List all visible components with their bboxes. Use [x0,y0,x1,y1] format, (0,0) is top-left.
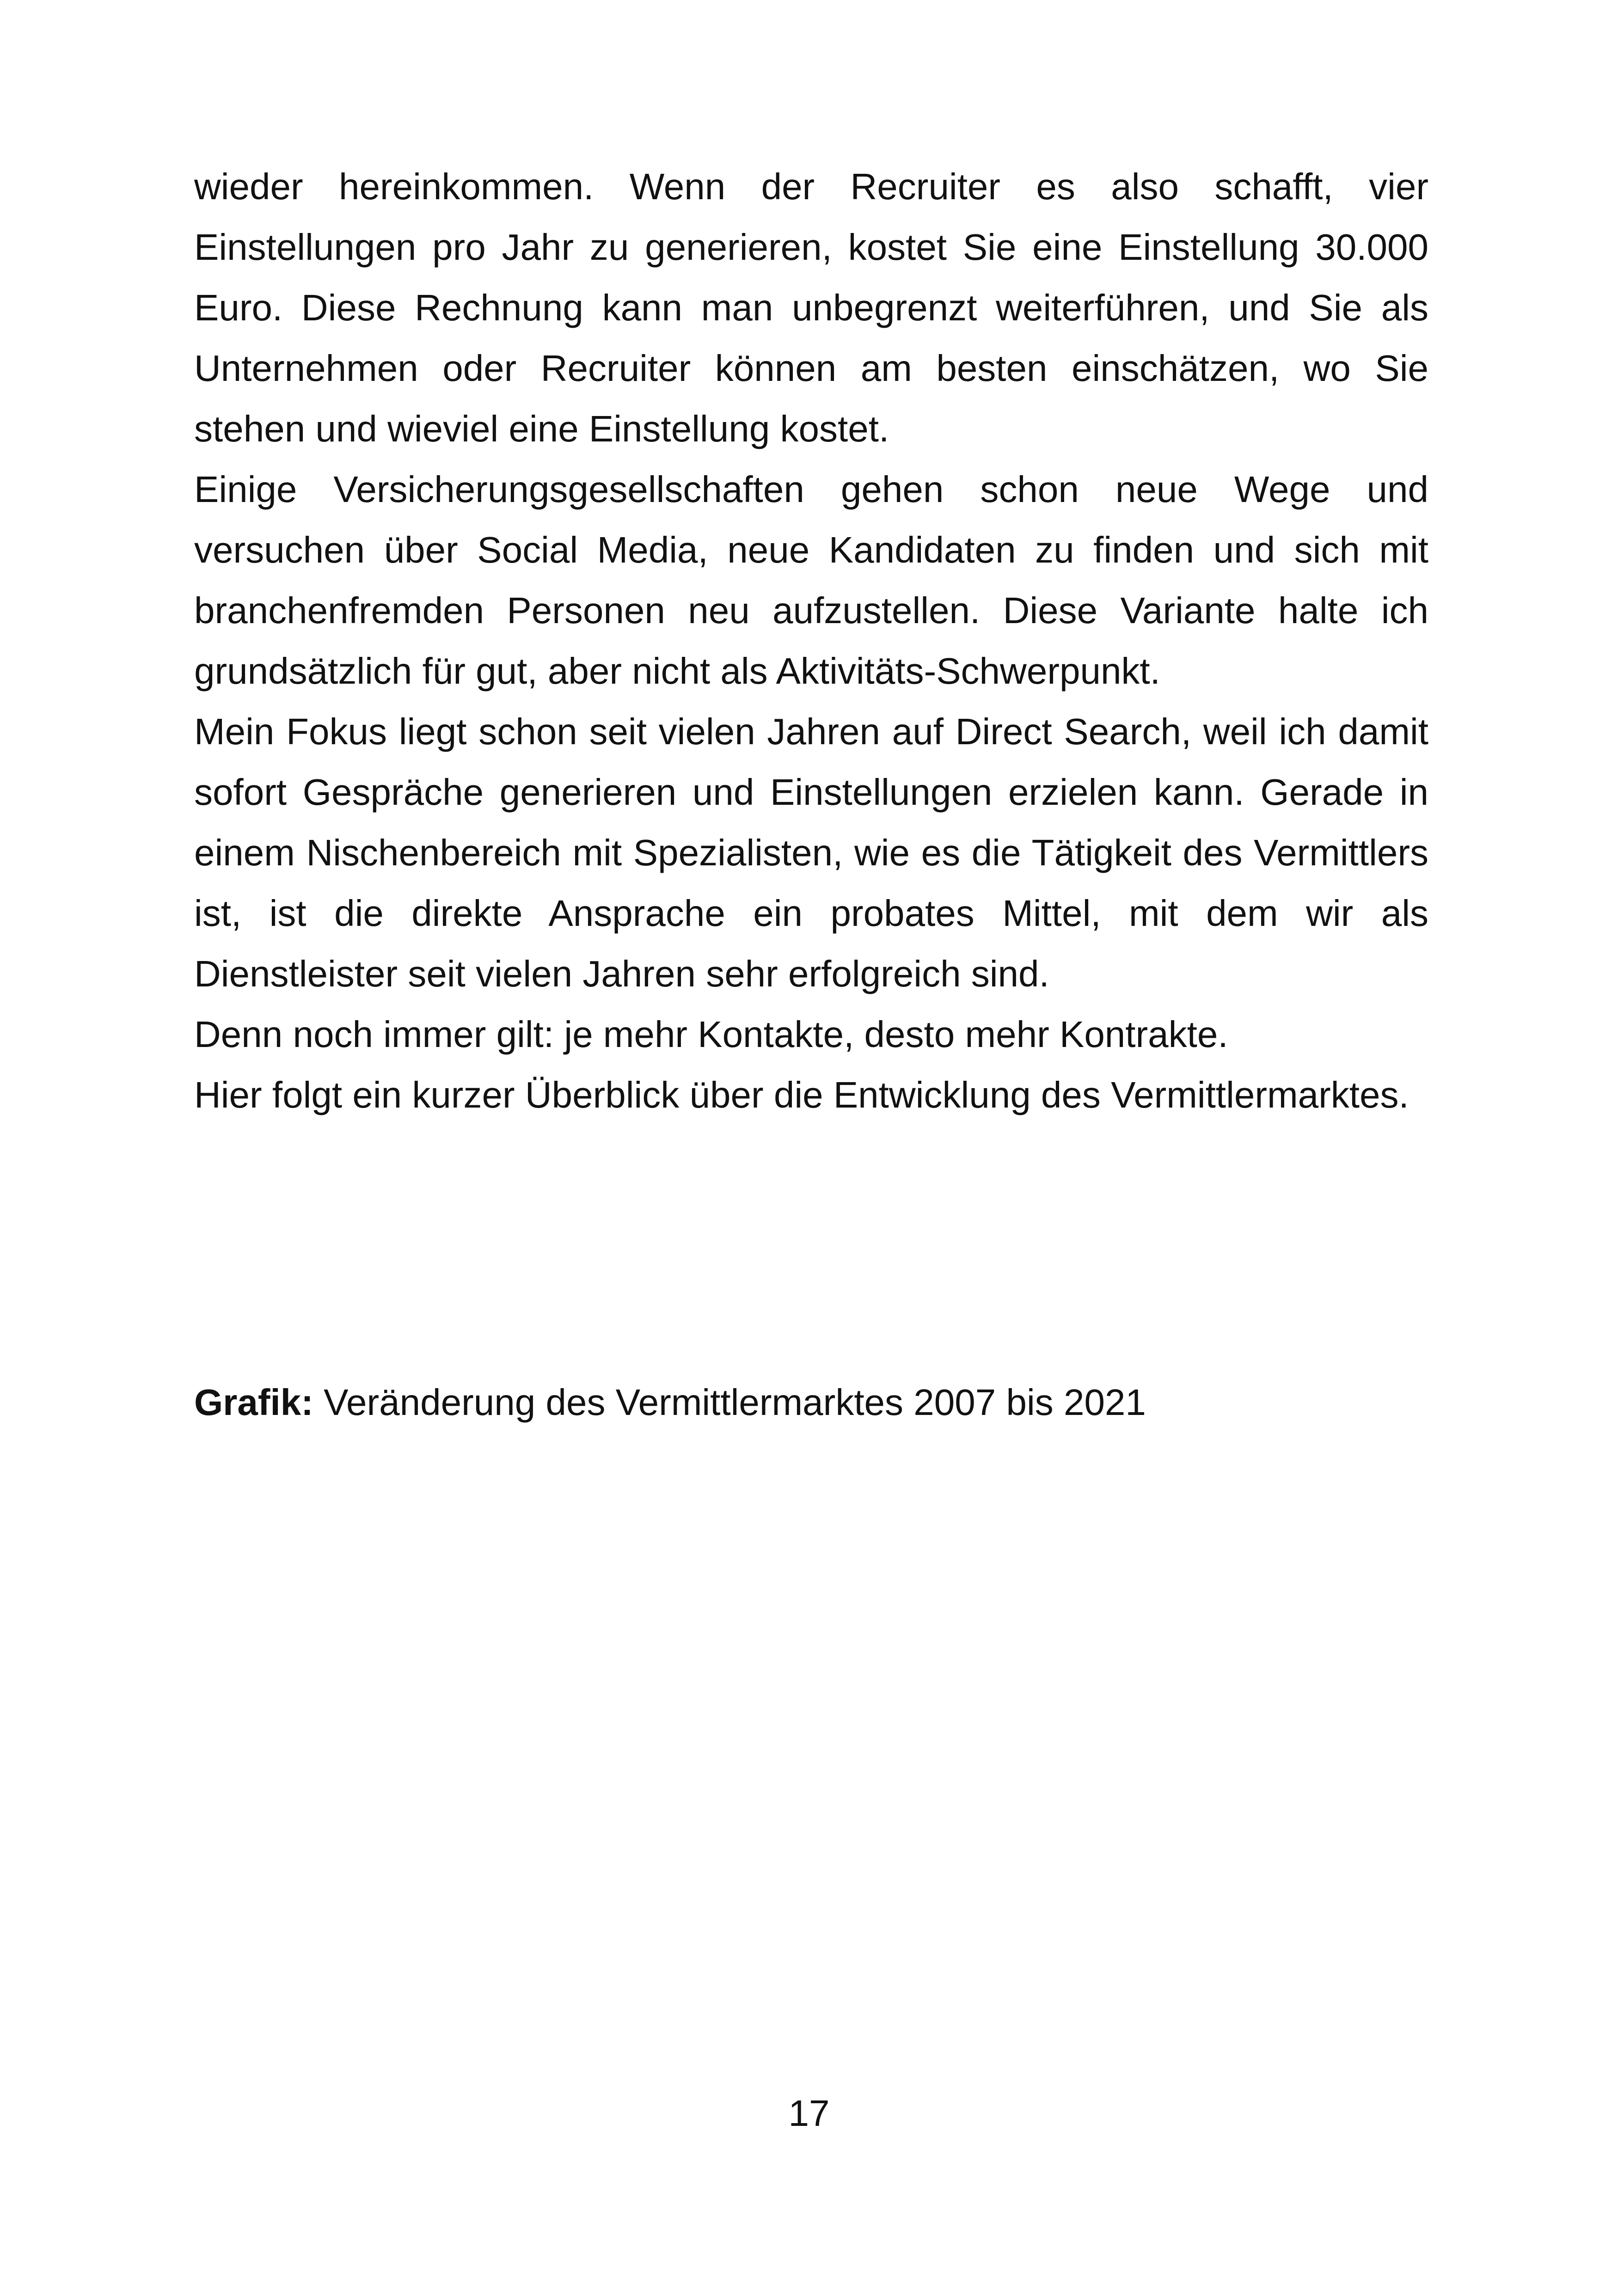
body-text [194,156,1428,1125]
paragraph-recruiting-cost: wieder hereinkommen. Wenn der Recruiter es also schafft, vier Einstellungen pro Jahr zu generieren, kostet Sie eine Einstellung 30.000 Euro. Diese Rechnung kann man unbegrenzt weiterführen, und Sie als Unternehmen oder Recruiter können am besten einschätzen, wo Sie stehen und wieviel eine Einstellung kostet. [194,166,1428,449]
caption-label: Grafik: [194,1382,313,1423]
figure-caption [194,1372,1428,1433]
caption-text: Veränderung des Vermittlermarktes 2007 bis 2021 [313,1382,1146,1423]
page-number: 17 [788,2093,830,2134]
paragraph-contacts: Denn noch immer gilt: je mehr Kontakte, desto mehr Kontrakte. [194,1014,1228,1055]
paragraph-market-overview: Hier folgt ein kurzer Überblick über die Entwicklung des Vermittlermarktes. [194,1074,1409,1115]
paragraph-social-media: Einige Versicherungsgesellschaften gehen schon neue Wege und versuchen über Social Media, neue Kandidaten zu finden und sich mit branchenfremden Personen neu aufzustellen. Diese Variante halte ich grundsätzlich für gut, aber nicht als Aktivitäts-Schwerpunkt. [194,469,1428,692]
paragraph-direct-search: Mein Fokus liegt schon seit vielen Jahren auf Direct Search, weil ich damit sofort Gespräche generieren und Einstellungen erzielen kann. Gerade in einem Nischenbereich mit Spezialisten, wie es die Tätigkeit des Vermittlers ist, ist die direkte Ansprache ein probates Mittel, mit dem wir als Dienstleister seit vielen Jahren sehr erfolgreich sind. [194,711,1428,994]
